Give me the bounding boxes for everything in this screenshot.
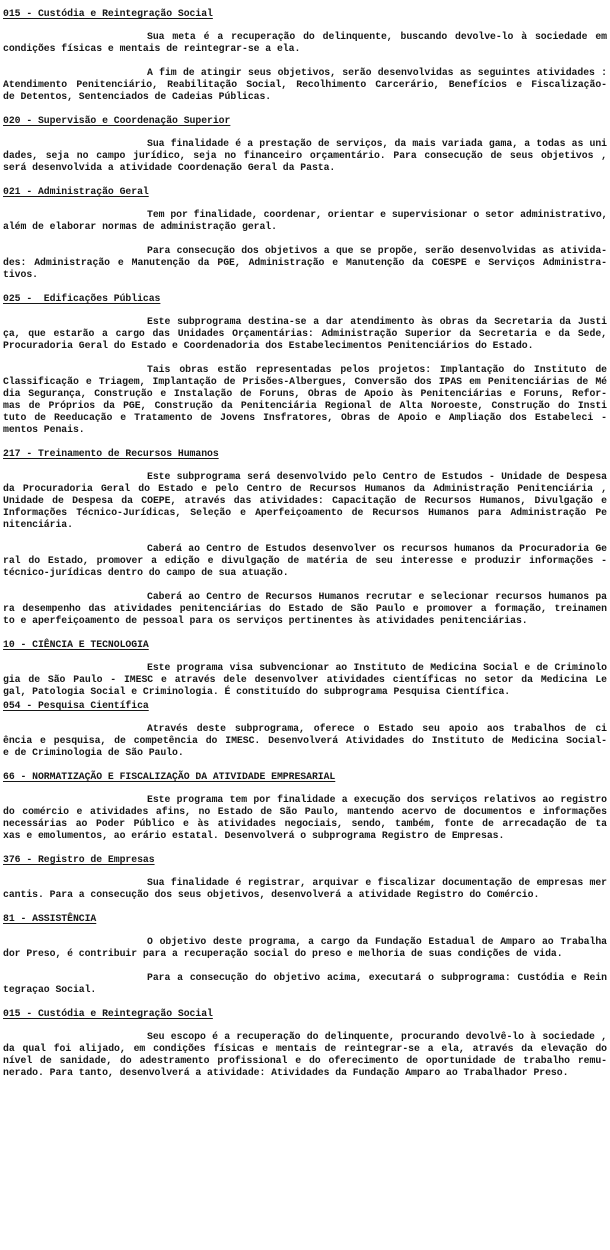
paragraph — [3, 543, 607, 579]
paragraph — [3, 877, 607, 901]
text-line: além de elaborar normas de administração geral. — [3, 221, 277, 232]
text-line: Sua meta é a recuperação do delinquente, buscando devolve-lo à sociedade em — [147, 31, 607, 42]
text-line: Através deste subprograma, oferece o Estado seu apoio aos trabalhos de ci — [147, 723, 607, 734]
text-line: do comércio e atividades afins, no Estado de São Paulo, mantendo acervo de documentos e informações — [3, 806, 607, 817]
text-line: Sua finalidade é a prestação de serviços, da mais variada gama, a todas as uni — [147, 138, 607, 149]
paragraph — [3, 723, 607, 759]
section — [3, 913, 607, 996]
text-line: mentos Penais. — [3, 424, 85, 435]
text-line: Caberá ao Centro de Estudos desenvolver os recursos humanos da Procuradoria Ge — [147, 543, 607, 554]
section — [3, 448, 607, 627]
text-line: ência e pesquisa, de competência do IMESC. Desenvolverá Atividades do Instituto de Medicina Social- — [3, 735, 607, 746]
text-line: ra desempenho das atividades penitenciárias do Estado de São Paulo e promover a formação, treinamen — [3, 603, 607, 614]
text-line: Unidade de Despesa da COEPE, através das atividades: Capacitação de Recursos Humanos, Divulgação e — [3, 495, 607, 506]
paragraph — [3, 471, 607, 531]
text-line: Este subprograma destina-se a dar atendimento às obras da Secretaria da Justi — [147, 316, 607, 327]
text-line: será desenvolvida a atividade Coordenação Geral da Pasta. — [3, 162, 336, 173]
text-line: Para consecução dos objetivos a que se propõe, serão desenvolvidas as ativida- — [147, 245, 607, 256]
section-heading: 81 - ASSISTÊNCIA — [3, 913, 97, 924]
section-heading: 10 - CIÊNCIA E TECNOLOGIA — [3, 639, 149, 650]
paragraph — [3, 1031, 607, 1079]
paragraph — [3, 67, 607, 103]
text-line: técnico-jurídicas dentro do campo de sua atuação. — [3, 567, 289, 578]
text-line: Atendimento Penitenciário, Reabilitação Social, Recolhimento Carcerário, Benefícios e Fiscalização- — [3, 79, 607, 90]
text-line: nerado. Para tanto, desenvolverá a atividade: Atividades da Fundação Amparo ao Trabalhador Preso. — [3, 1067, 569, 1078]
text-line: Este programa tem por finalidade a execução dos serviços relativos ao registro — [147, 794, 607, 805]
text-line: des: Administração e Manutenção da PGE, Administração e Manutenção da COESPE e Serviços Administra- — [3, 257, 607, 268]
text-line: tegraçao Social. — [3, 984, 97, 995]
text-line: da qual foi alijado, em condições físicas e mentais de reintegrar-se a ela, através da elevação do — [3, 1043, 607, 1054]
paragraph — [3, 364, 607, 436]
text-line: Informações Técnico-Jurídicas, Seleção e Aperfeiçoamento de Recursos Humanos para Administração Pe — [3, 507, 607, 518]
section — [3, 854, 607, 901]
section — [3, 115, 607, 174]
text-line: dades, seja no campo jurídico, seja no financeiro orçamentário. Para consecução de seus objetivos , — [3, 150, 607, 161]
text-line: Classificação e Triagem, Implantação de Prisões-Albergues, Conversão dos IPAS em Penitenciárias de Mé — [3, 376, 607, 387]
text-line: mas de Próprios da PGE, Construção da Penitenciária Regional de Alta Noroeste, Construção do Insti — [3, 400, 607, 411]
section — [3, 700, 607, 759]
text-line: cantis. Para a consecução dos seus objetivos, desenvolverá a atividade Registro do Comércio. — [3, 889, 540, 900]
text-line: to e aperfeiçoamento de pessoal para os serviços pertinentes às atividades penitenciárias. — [3, 615, 528, 626]
section-heading: 376 - Registro de Empresas — [3, 854, 155, 865]
text-line: Tais obras estão representadas pelos projetos: Implantação do Instituto de — [147, 364, 607, 375]
text-line: gia de São Paulo - IMESC e através dele desenvolver atividades científicas no setor da Medicina Le — [3, 674, 607, 685]
text-line: nível de sanidade, do adestramento profissional e do oferecimento de oportunidade de trabalho remu- — [3, 1055, 607, 1066]
text-line: dia Segurança, Construção e Instalação de Foruns, Obras de Apoio às Penitenciárias e Foruns, Refor- — [3, 388, 607, 399]
paragraph — [3, 138, 607, 174]
section — [3, 1008, 607, 1079]
text-line: gal, Patologia Social e Criminologia. É constituído do subprograma Pesquisa Científica. — [3, 686, 511, 697]
paragraph — [3, 794, 607, 842]
text-line: xas e emolumentos, ao erário estatal. Desenvolverá o subprograma Registro de Empresas. — [3, 830, 505, 841]
section-heading: 025 - Edificações Públicas — [3, 293, 161, 304]
text-line: Para a consecução do objetivo acima, executará o subprograma: Custódia e Rein — [147, 972, 607, 983]
text-line: Tem por finalidade, coordenar, orientar e supervisionar o setor administrativo, — [147, 209, 608, 220]
text-line: nitenciária. — [3, 519, 73, 530]
paragraph — [3, 316, 607, 352]
paragraph — [3, 209, 607, 233]
section — [3, 8, 607, 103]
document-page — [3, 8, 607, 1091]
text-line: ça, que estarão a cargo das Unidades Orçamentárias: Administração Superior da Secretaria e da Sede, — [3, 328, 607, 339]
paragraph — [3, 972, 607, 996]
section-heading: 020 - Supervisão e Coordenação Superior — [3, 115, 231, 126]
section-heading: 054 - Pesquisa Científica — [3, 700, 149, 711]
text-line: Este subprograma será desenvolvido pelo Centro de Estudos - Unidade de Despesa — [147, 471, 607, 482]
section — [3, 293, 607, 436]
text-line: dor Preso, é contribuir para a recuperação social do preso e melhoria de suas condições de vida. — [3, 948, 563, 959]
section-heading: 217 - Treinamento de Recursos Humanos — [3, 448, 219, 459]
text-line: tivos. — [3, 269, 38, 280]
section-heading: 66 - NORMATIZAÇÃO E FISCALIZAÇÃO DA ATIVIDADE EMPRESARIAL — [3, 771, 336, 782]
section — [3, 771, 607, 842]
text-line: necessárias ao Poder Público e às atividades negociais, sendo, também, fonte de arrecadação de ta — [3, 818, 607, 829]
paragraph — [3, 936, 607, 960]
text-line: Este programa visa subvencionar ao Instituto de Medicina Social e de Criminolo — [147, 662, 607, 673]
text-line: de Detentos, Sentenciados de Cadeias Públicas. — [3, 91, 272, 102]
text-line: Caberá ao Centro de Recursos Humanos recrutar e selecionar recursos humanos pa — [147, 591, 607, 602]
text-line: tuto de Reeducação e Tratamento de Jovens Insfratores, Obras de Apoio e Ampliação dos Estabeleci - — [3, 412, 607, 423]
paragraph — [3, 591, 607, 627]
text-line: A fim de atingir seus objetivos, serão desenvolvidas as seguintes atividades : — [147, 67, 607, 78]
text-line: Seu escopo é a recuperação do delinquente, procurando devolvê-lo à sociedade , — [147, 1031, 607, 1042]
paragraph — [3, 245, 607, 281]
text-line: e de Criminologia de São Paulo. — [3, 747, 184, 758]
paragraph — [3, 31, 607, 55]
text-line: ral do Estado, promover a edição e divulgação de matéria de seu interesse e produzir informações - — [3, 555, 607, 566]
section-heading: 015 - Custódia e Reintegração Social — [3, 1008, 213, 1019]
paragraph — [3, 662, 607, 698]
section-heading: 015 - Custódia e Reintegração Social — [3, 8, 213, 19]
section — [3, 186, 607, 281]
text-line: Sua finalidade é registrar, arquivar e fiscalizar documentação de empresas mer — [147, 877, 607, 888]
section — [3, 639, 607, 698]
section-heading: 021 - Administração Geral — [3, 186, 149, 197]
text-line: da Procuradoria Geral do Estado e pelo Centro de Recursos Humanos da Administração Penitenciária , — [3, 483, 607, 494]
text-line: O objetivo deste programa, a cargo da Fundação Estadual de Amparo ao Trabalha — [147, 936, 607, 947]
text-line: Procuradoria Geral do Estado e Coordenadoria dos Estabelecimentos Penitenciários do Estado. — [3, 340, 534, 351]
text-line: condições físicas e mentais de reintegrar-se a ela. — [3, 43, 301, 54]
